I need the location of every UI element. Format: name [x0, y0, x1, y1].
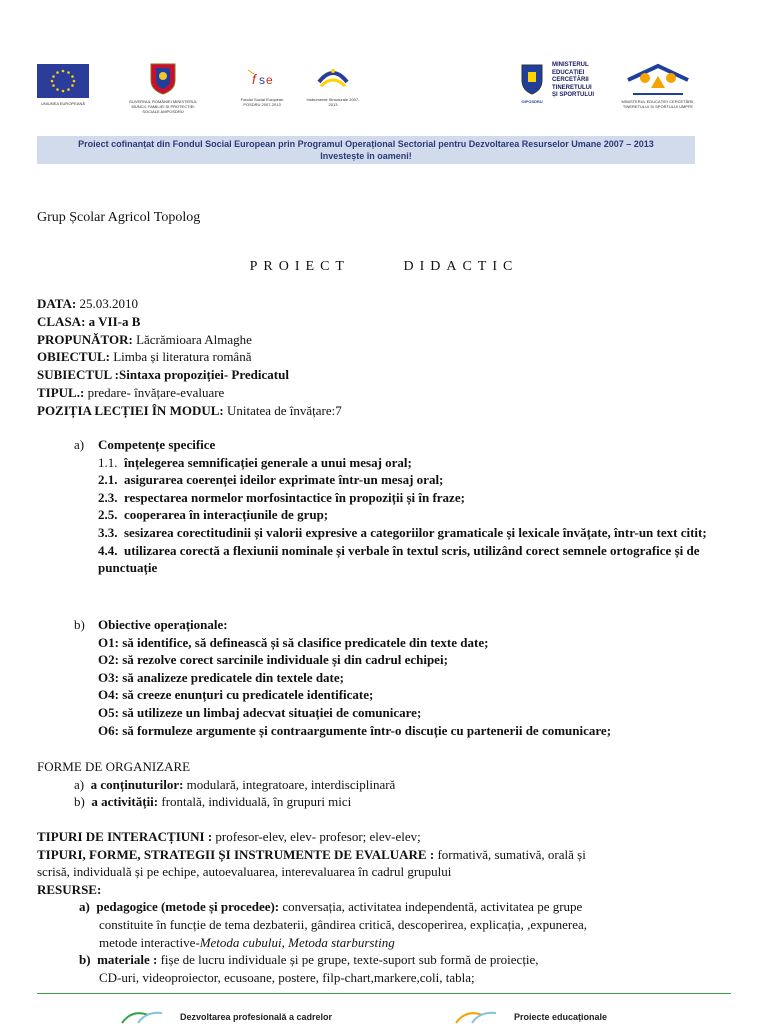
resources-item-a: a) pedagogice (metode și procedee): conversația, activitatea independentă, activitatea pe grupe constituite în funcție de tema dezbaterii, gândirea critică, descoperirea, explicația, ,expunerea, metode interactive-Metoda cubului, Metoda starbursting: [79, 899, 587, 950]
logo-row: [0, 58, 768, 118]
organization-section: [37, 758, 727, 811]
objective-item: O2: să rezolve corect sarcinile individuale și din cadrul echipei;: [98, 652, 448, 668]
competences-section: [74, 436, 714, 577]
meta-position: POZIȚIA LECȚIEI ÎN MODUL: Unitatea de învățare:7: [37, 402, 342, 418]
fse-caption: Fondul Social European POSDRU 2007-2013: [240, 97, 284, 107]
competences-heading: Competențe specifice: [98, 437, 216, 452]
ministry-crest-icon: [519, 62, 545, 96]
lesson-meta: [37, 295, 342, 420]
objectives-marker: b): [74, 617, 85, 632]
competences-marker: a): [74, 437, 85, 452]
oiposdru-logo: [516, 62, 548, 104]
project-banner: [37, 136, 695, 164]
ministry-line: ȘI SPORTULUI: [552, 92, 595, 98]
eu-caption: UNIUNEA EUROPEANĂ: [40, 101, 85, 106]
meta-subject: OBIECTUL: Limba și literatura română: [37, 349, 252, 365]
objectives-section: [74, 616, 734, 739]
resources-section: [37, 828, 727, 986]
competence-item: 2.5. cooperarea în interacțiunile de grup;: [98, 507, 329, 523]
eu-logo: [37, 64, 89, 106]
fse-icon: [242, 64, 282, 94]
meta-date: DATA: 25.03.2010: [37, 296, 138, 311]
footer-left-text: Dezvoltarea profesională a cadrelor: [180, 1012, 333, 1022]
umpfe-caption: MINISTERUL EDUCAȚIEI CERCETĂRII, TINERETULUI ȘI SPORTULUI UMPFE: [621, 99, 695, 109]
gov-caption: GUVERNUL ROMÂNIEI MINISTERUL MUNCII, FAMILIEI ȘI PROTECȚIEI SOCIALE AMPOSDRU: [128, 99, 198, 114]
svg-text:s: s: [259, 73, 265, 87]
is-logo: [305, 62, 361, 107]
meta-author: PROPUNĂTOR: Lăcrămioara Almaghe: [37, 331, 252, 347]
banner-line-1: Proiect cofinanțat din Fondul Social European prin Programul Operațional Sectorial pentru Dezvoltarea Resurselor Umane 2007 – 2013: [78, 139, 654, 149]
competence-item: 3.3. sesizarea corectitudinii și valorii expresive a categoriilor gramaticale și lexicale învățate, într-un text citit;: [98, 524, 707, 540]
organization-item-b: b) a activității: frontală, individuală, în grupuri mici: [74, 794, 352, 810]
objective-item: O3: să analizeze predicatele din textele date;: [98, 669, 344, 685]
gov-logo: [124, 60, 202, 114]
footer-left: [118, 1012, 332, 1022]
is-caption: Instrumente Structurale 2007-2013: [306, 97, 360, 107]
resources-heading: RESURSE:: [37, 881, 102, 897]
umpfe-logo: [620, 62, 696, 109]
footer-rule: [37, 993, 731, 994]
coat-of-arms-icon: [148, 60, 178, 96]
objectives-heading: Obiective operaționale:: [98, 617, 228, 632]
ministry-text-logo: [552, 62, 614, 100]
title-word-1: PROIECT: [249, 259, 350, 274]
eu-flag-icon: [37, 64, 89, 98]
competence-item: 1.1. înțelegerea semnificației generale a unui mesaj oral;: [98, 454, 412, 470]
leaf-icon: [452, 1009, 502, 1025]
document-title: [0, 259, 768, 275]
meta-topic: SUBIECTUL :Sintaxa propoziției- Predicatul: [37, 367, 289, 383]
interactions-line: TIPURI DE INTERACȚIUNI : profesor-elev, elev- profesor; elev-elev;: [37, 829, 421, 844]
svg-text:f: f: [252, 71, 256, 87]
school-name: Grup Școlar Agricol Topolog: [37, 210, 201, 225]
competence-item: 2.1. asigurarea coerenței ideilor exprimate într-un mesaj oral;: [98, 472, 444, 488]
resources-item-b: b) materiale : fișe de lucru individuale și pe grupe, texte-suport sub formă de proiecție, CD-uri, videoproiector, ecusoane, postere, filp-chart,markere,coli, tabla;: [79, 952, 539, 985]
fse-logo: [234, 64, 290, 107]
ministry-line: TINERETULUI: [552, 84, 592, 91]
banner-line-2: Investește în oameni!: [320, 151, 412, 161]
meta-type: TIPUL.: predare- învățare-evaluare: [37, 384, 225, 400]
footer-right: [452, 1012, 607, 1022]
objective-item: O6: să formuleze argumente și contraargumente într-o discuție cu partenerii de comunicare;: [98, 722, 612, 738]
evaluation-line: TIPURI, FORME, STRATEGII ȘI INSTRUMENTE DE EVALUARE : formativă, sumativă, orală și: [37, 846, 586, 862]
competence-item: 4.4. utilizarea corectă a flexiunii nominale și verbale în textul scris, utilizând corect semnele ortografice și de punctuație: [98, 542, 700, 576]
objective-item: O1: să identifice, să definească și să clasifice predicatele din texte date;: [98, 634, 489, 650]
competence-item: 2.3. respectarea normelor morfosintactice în propoziții și în fraze;: [98, 489, 465, 505]
ministry-line: EDUCAȚIEI: [552, 69, 585, 76]
leaf-icon: [118, 1009, 168, 1025]
organization-heading: FORME DE ORGANIZARE: [37, 759, 191, 774]
ministry-line: MINISTERUL: [552, 62, 589, 68]
objective-item: O5: să utilizeze un limbaj adecvat situației de comunicare;: [98, 704, 422, 720]
meta-class: CLASA: a VII-a B: [37, 313, 141, 329]
evaluation-line-2: scrisă, individuală și pe echipe, autoevaluarea, interevaluarea în cadrul grupului: [37, 864, 452, 880]
structural-instruments-icon: [313, 62, 353, 94]
organization-item-a: a) a conținuturilor: modulară, integratoare, interdisciplinară: [74, 776, 396, 792]
title-word-2: DIDACTIC: [403, 259, 519, 274]
oi-caption: OIPOSDRU: [521, 99, 543, 104]
umpfe-house-icon: [623, 62, 693, 96]
svg-text:e: e: [266, 73, 273, 87]
objective-item: O4: să creeze enunțuri cu predicatele identificate;: [98, 687, 374, 703]
ministry-line: CERCETĂRII: [552, 77, 589, 83]
footer-right-text: Proiecte educaționale: [514, 1012, 608, 1022]
